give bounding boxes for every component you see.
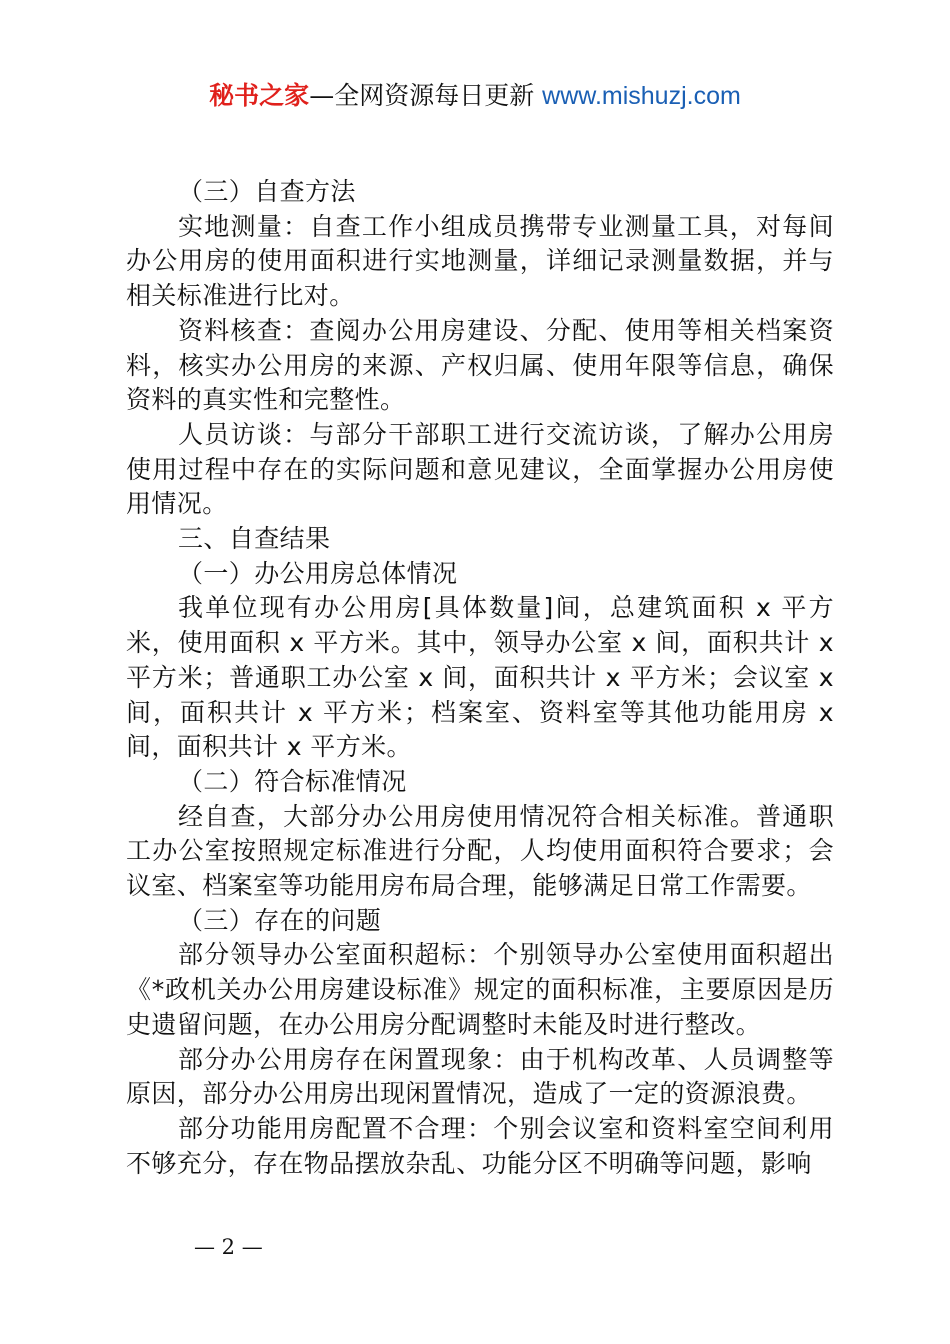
site-tagline: —全网资源每日更新 [309,81,535,110]
body-paragraph: 部分领导办公室面积超标：个别领导办公室使用面积超出《*政机关办公用房建设标准》规定的面积标准，主要原因是历史遗留问题，在办公用房分配调整时未能及时进行整改。 [126,940,834,1039]
section-heading: （二）符合标准情况 [178,766,407,796]
body-paragraph: 经自查，大部分办公用房使用情况符合相关标准。普通职工办公室按照规定标准进行分配，人均使用面积符合要求；会议室、档案室等功能用房布局合理，能够满足日常工作需要。 [126,801,834,901]
section-heading: （一）办公用房总体情况 [178,558,458,588]
site-header [0,78,950,114]
site-url-link[interactable]: www.mishuzj.com [542,82,741,110]
body-paragraph: 部分功能用房配置不合理：个别会议室和资料室空间利用不够充分，存在物品摆放杂乱、功能分区不明确等问题，影响 [126,1113,834,1178]
site-brand: 秘书之家 [209,81,310,110]
body-paragraph: 资料核查：查阅办公用房建设、分配、使用等相关档案资料，核实办公用房的来源、产权归属、使用年限等信息，确保资料的真实性和完整性。 [126,315,834,415]
body-paragraph: 部分办公用房存在闲置现象：由于机构改革、人员调整等原因，部分办公用房出现闲置情况，造成了一定的资源浪费。 [126,1044,834,1109]
body-paragraph: 人员访谈：与部分干部职工进行交流访谈，了解办公用房使用过程中存在的实际问题和意见建议，全面掌握办公用房使用情况。 [126,419,834,519]
body-paragraph: 我单位现有办公用房[具体数量]间，总建筑面积 x 平方米，使用面积 x 平方米。其中，领导办公室 x 间，面积共计 x 平方米；普通职工办公室 x 间，面积共计 x 平方米；会议室 x 间，面积共计 x 平方米；档案室、资料室等其他功能用房 x 间，面积共计 x 平方米。 [126,593,834,762]
document-body [126,175,834,1181]
section-heading: 三、自查结果 [178,524,331,554]
body-paragraph: 实地测量：自查工作小组成员携带专业测量工具，对每间办公用房的使用面积进行实地测量，详细记录测量数据，并与相关标准进行比对。 [126,211,834,311]
section-heading: （三）存在的问题 [178,905,382,935]
page-number: — 2 — [194,1235,263,1259]
section-heading: （三）自查方法 [178,177,356,206]
